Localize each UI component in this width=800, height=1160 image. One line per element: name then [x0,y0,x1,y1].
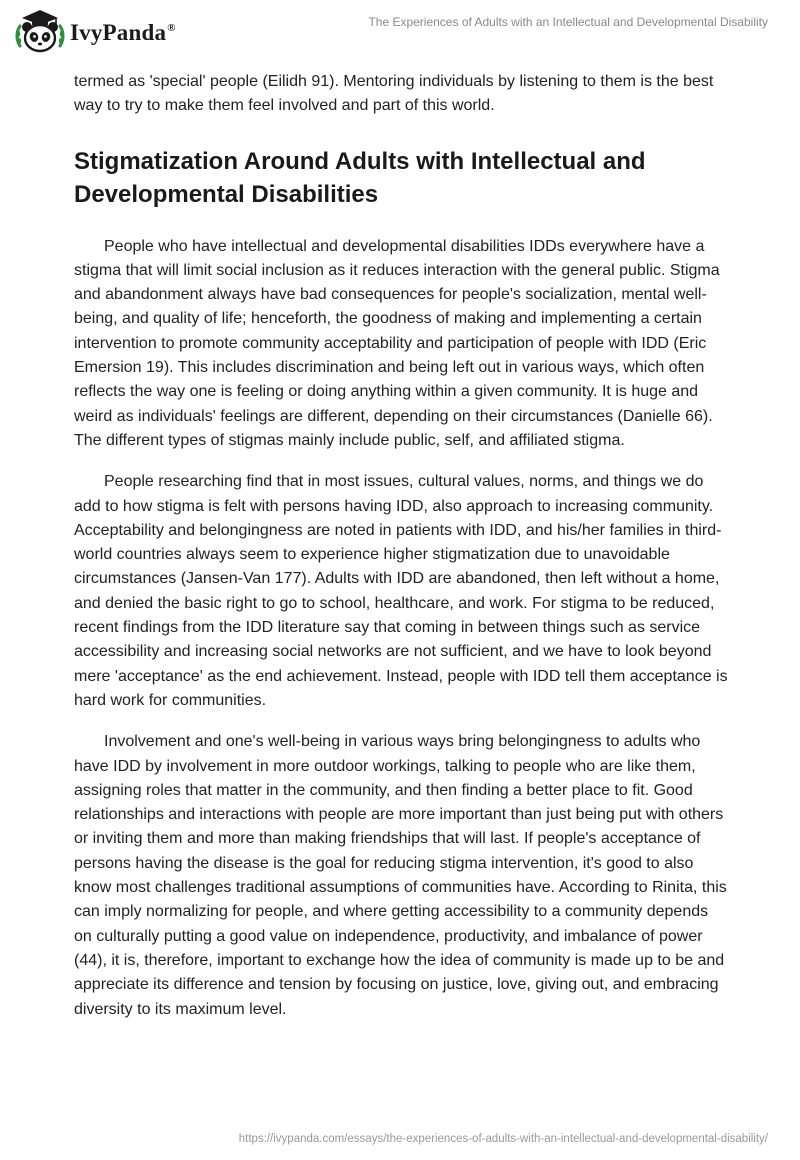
document-title: The Experiences of Adults with an Intellectual and Developmental Disability [368,15,768,29]
page-header [0,0,800,60]
brand-logo[interactable] [14,8,176,56]
intro-paragraph: termed as 'special' people (Eilidh 91). Mentoring individuals by listening to them is the best way to try to make them feel involved and part of this world. [74,73,714,115]
body-paragraph: Involvement and one's well-being in various ways bring belongingness to adults who have IDD by involvement in more outdoor workings, talking to people who are like them, assigning roles that matter in the community, and then finding a better place to fit. Good relationships and interactions with people are more important than just being put with others or inviting them and more than making friendships that will last. If people's acceptance of persons having the disease is the goal for reducing stigma intervention, it's good to also know most challenges traditional assumptions of communities have. According to Rinita, this can imply normalizing for people, and where getting accessibility to a community depends on culturally putting a good value on independence, productivity, and imbalance of power (44), it is, therefore, important to exchange how the idea of community is made up to be and appreciate its difference and tension by focusing on justice, love, giving out, and embracing diversity to its maximum level. [74,733,727,1018]
body-paragraph: People researching find that in most issues, cultural values, norms, and things we do add to how stigma is felt with persons having IDD, also approach to increasing community. Acceptability and belongingness are noted in patients with IDD, and his/her families in third-world countries always seem to experience higher stigmatization due to unavoidable circumstances (Jansen-Van 177). Adults with IDD are abandoned, then left without a home, and denied the basic right to go to school, healthcare, and work. For stigma to be reduced, recent findings from the IDD literature say that coming in between things such as service accessibility and increasing social networks are not sufficient, and we have to look beyond mere 'acceptance' as the end achievement. Instead, people with IDD tell them acceptance is hard work for communities. [74,473,728,709]
panda-graduate-icon [14,8,66,56]
body-paragraph: People who have intellectual and developmental disabilities IDDs everywhere have a stigma that will limit social inclusion as it reduces interaction with the general public. Stigma and abandonment always have bad consequences for people's socialization, mental well-being, and quality of life; henceforth, the goodness of making and implementing a certain intervention to promote community acceptability and participation of people with IDD (Eric Emersion 19). This includes discrimination and being left out in various ways, which often reflects the way one is feeling or doing anything within a given community. It is huge and weird as individuals' feelings are different, depending on their circumstances (Danielle 66). The different types of stigmas mainly include public, self, and affiliated stigma. [74,237,720,449]
source-url-link[interactable]: https://ivypanda.com/essays/the-experiences-of-adults-with-an-intellectual-and-developmental-disability/ [238,1133,768,1145]
section-heading: Stigmatization Around Adults with Intellectual and Developmental Disabilities [74,147,646,208]
brand-name: IvyPanda® [70,20,176,45]
essay-content [74,70,728,1022]
registered-mark: ® [167,22,176,35]
